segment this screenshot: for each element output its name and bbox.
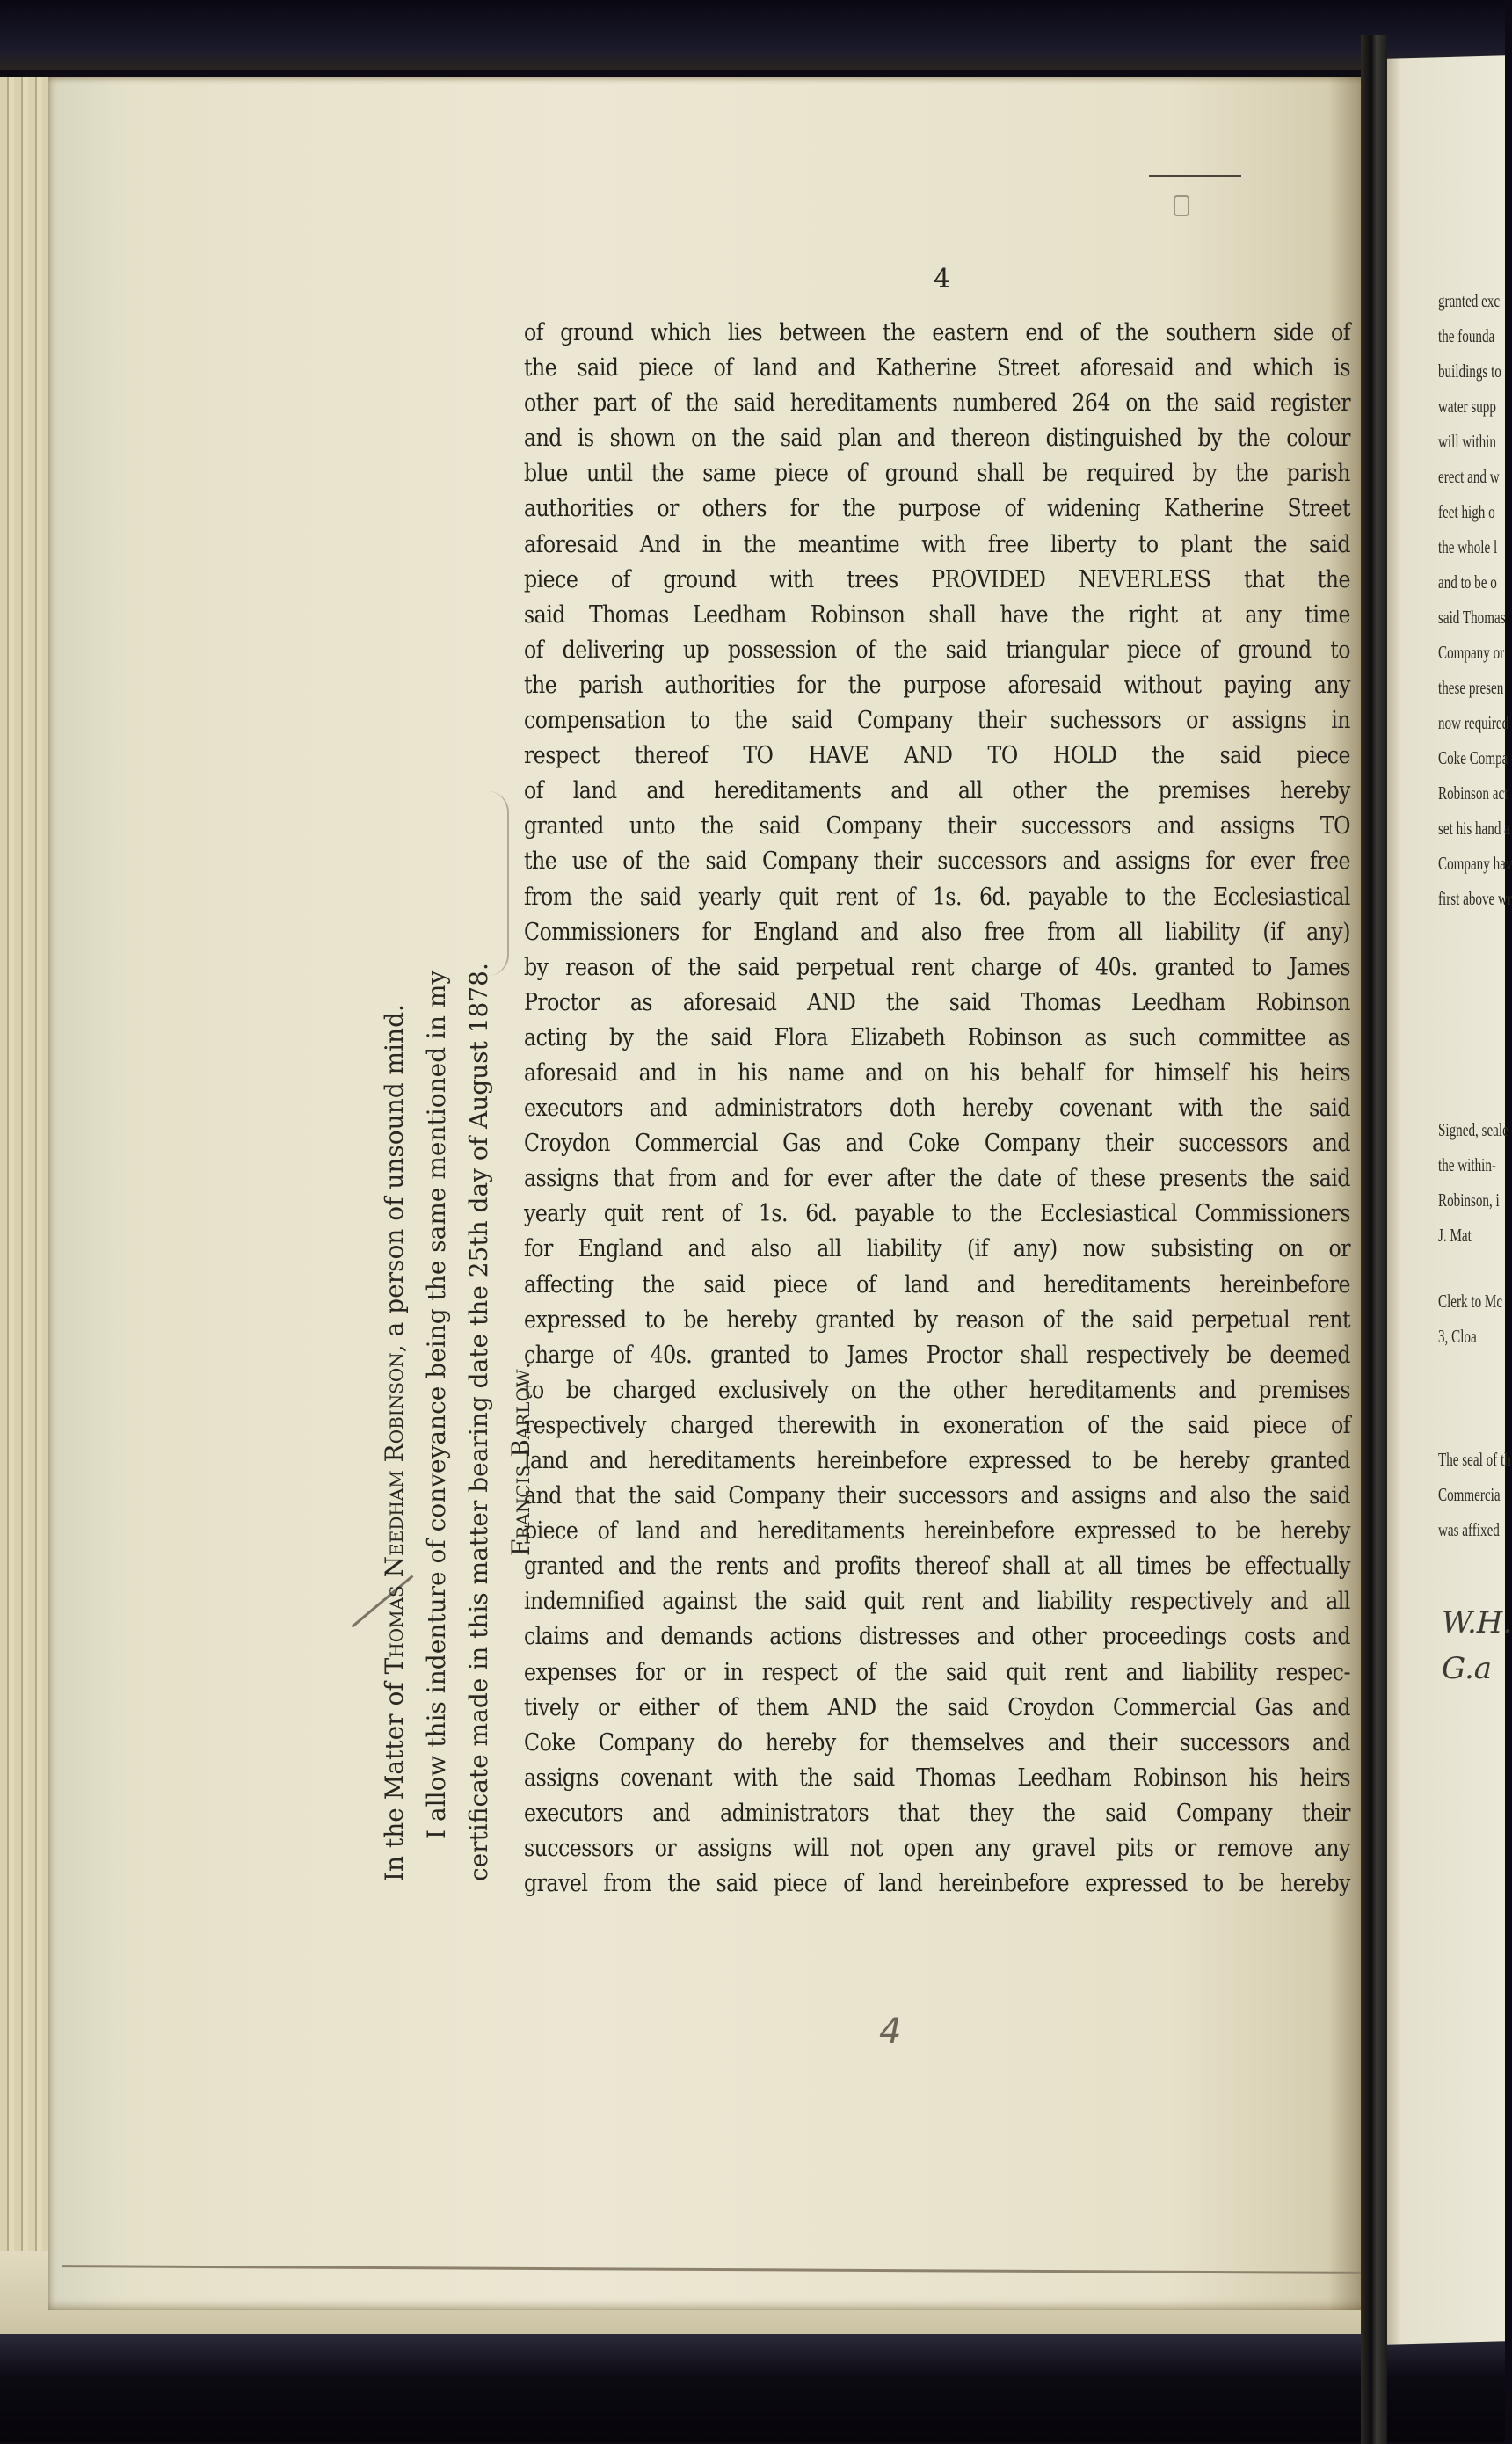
body-text-line: for England and also all liability (if any) now subsisting on or (524, 1234, 1350, 1263)
facing-text-line: granted exc (1438, 290, 1501, 311)
facing-text-line: water supp (1438, 396, 1496, 417)
body-text-line: respect thereof TO HAVE AND TO HOLD the said piece (524, 741, 1350, 770)
facing-text-line: will within (1438, 431, 1496, 452)
body-text-line: by reason of the said perpetual rent charge of 40s. granted to James (524, 952, 1350, 981)
body-text-line: blue until the same piece of ground shall be required by the parish (524, 459, 1350, 488)
pencil-rule-mark (1149, 175, 1241, 177)
pencil-mark (1174, 195, 1189, 216)
facing-text-line: set his hand a (1438, 818, 1510, 839)
body-text-line: and is shown on the said plan and thereon distinguished by the colour (524, 424, 1350, 453)
body-text-line: land and hereditaments hereinbefore expressed to be hereby granted (524, 1446, 1350, 1474)
facing-page-initials (1442, 1600, 1512, 1691)
body-text-line: other part of the said hereditaments numbered 264 on the said register (524, 389, 1350, 418)
body-text-line: to be charged exclusively on the other hereditaments and premises (524, 1375, 1350, 1404)
handwritten-page-number: 4 (879, 2011, 902, 2052)
facing-text-line: The seal of th (1438, 1449, 1511, 1470)
facing-text-line: first above wr (1438, 888, 1512, 909)
body-text-line: compensation to the said Company their suchessors or assigns in (524, 706, 1350, 735)
facing-text-line: and to be o (1438, 571, 1497, 593)
body-text-line: Commissioners for England and also free from all liability (if any) (524, 917, 1350, 946)
facing-text-line: Coke Compa (1438, 747, 1508, 768)
facing-text-line: these presen (1438, 677, 1504, 698)
margin-note-title: In the Matter of Thomas Needham Robinson, a person of unsound mind. (380, 1004, 409, 1881)
body-text-line: affecting the said piece of land and hereditaments hereinbefore (524, 1269, 1350, 1298)
facing-text-line: Company hav (1438, 853, 1512, 874)
body-text-line: granted and the rents and profits thereof shall at all times be effectually (524, 1552, 1350, 1581)
body-text-line: yearly quit rent of 1s. 6d. payable to the Ecclesiastical Commissioners (524, 1199, 1350, 1228)
facing-text-line: the within- (1438, 1154, 1496, 1175)
facing-page-text-top (1438, 283, 1512, 916)
body-text-line: piece of land and hereditaments hereinbefore expressed to be hereby (524, 1517, 1350, 1546)
body-text-line: the parish authorities for the purpose aforesaid without paying any (524, 670, 1350, 699)
body-text-line: executors and administrators that they the said Company their (524, 1798, 1350, 1827)
body-text-line: claims and demands actions distresses and other proceedings costs and (524, 1622, 1350, 1651)
body-text-line: charge of 40s. granted to James Proctor shall respectively be deemed (524, 1340, 1350, 1369)
handwritten-initials: W.H. (1442, 1605, 1512, 1640)
page-number: 4 (934, 264, 951, 295)
body-text-line: respectively charged therewith in exoneration of the said piece of (524, 1410, 1350, 1439)
facing-text-line: the founda (1438, 325, 1495, 346)
body-text-line: said Thomas Leedham Robinson shall have the right at any time (524, 600, 1350, 629)
body-text-line: executors and administrators doth hereby covenant with the said (524, 1094, 1350, 1123)
book-cover-bottom (0, 2334, 1505, 2442)
book-cover-top (0, 0, 1505, 70)
body-text-line: piece of ground with trees PROVIDED NEVERLESS that the (524, 564, 1350, 593)
deed-body-text (524, 315, 1350, 1901)
body-text-line: acting by the said Flora Elizabeth Robinson as such committee as (524, 1022, 1350, 1051)
facing-text-line: Commercia (1438, 1484, 1501, 1505)
body-text-line: from the said yearly quit rent of 1s. 6d. payable to the Ecclesiastical (524, 882, 1350, 911)
body-text-line: of land and hereditaments and all other the premises hereby (524, 776, 1350, 805)
body-text-line: of ground which lies between the eastern end of the southern side of (524, 318, 1350, 346)
body-text-line: the use of the said Company their successors and assigns for ever free (524, 847, 1350, 876)
facing-text-line: 3, Cloa (1438, 1326, 1477, 1347)
facing-text-line: Company or (1438, 642, 1505, 663)
body-text-line: the said piece of land and Katherine Street aforesaid and which is (524, 353, 1350, 382)
facing-text-line: said Thomas (1438, 607, 1506, 628)
body-text-line: authorities or others for the purpose of widening Katherine Street (524, 494, 1350, 523)
body-text-line: gravel from the said piece of land hereinbefore expressed to be hereby (524, 1869, 1350, 1898)
body-text-line: of delivering up possession of the said triangular piece of ground to (524, 635, 1350, 664)
body-text-line: indemnified against the said quit rent and liability respectively and all (524, 1587, 1350, 1616)
handwritten-initials: G.a (1442, 1651, 1493, 1686)
margin-certificate-note (374, 963, 542, 1881)
body-text-line: Croydon Commercial Gas and Coke Company their successors and (524, 1129, 1350, 1158)
body-text-line: tively or either of them AND the said Croydon Commercial Gas and (524, 1692, 1350, 1721)
facing-text-line: Signed, seale (1438, 1119, 1508, 1140)
body-text-line: aforesaid And in the meantime with free liberty to plant the said (524, 529, 1350, 558)
facing-page-seal (1438, 1442, 1511, 1547)
body-text-line: aforesaid and in his name and on his behalf for himself his heirs (524, 1058, 1350, 1087)
person-name: Thomas Needham Robinson (380, 1352, 409, 1675)
body-text-line: Coke Company do hereby for themselves and their successors and (524, 1728, 1350, 1757)
facing-page-attestation (1438, 1112, 1508, 1253)
pencil-bracket-mark (488, 791, 509, 976)
facing-text-line: Clerk to Mc (1438, 1291, 1503, 1312)
body-text-line: expressed to be hereby granted by reason of the said perpetual rent (524, 1305, 1350, 1334)
facing-page-clerk (1438, 1284, 1503, 1354)
body-text-line: Proctor as aforesaid AND the said Thomas Leedham Robinson (524, 987, 1350, 1016)
margin-note-certificate: certificate made in this matter bearing date the 25th day of August 1878. (464, 963, 493, 1881)
body-text-line: successors or assigns will not open any gravel pits or remove any (524, 1834, 1350, 1863)
facing-text-line: was affixed (1438, 1519, 1500, 1540)
facing-text-line: feet high o (1438, 501, 1495, 522)
margin-note-allowance: I allow this indenture of conveyance being the same mentioned in my (422, 970, 451, 1839)
body-text-line: assigns covenant with the said Thomas Leedham Robinson his heirs (524, 1763, 1350, 1792)
facing-text-line: buildings to (1438, 360, 1501, 382)
body-text-line: expenses for or in respect of the said quit rent and liability respec- (524, 1657, 1350, 1686)
facing-text-line: the whole l (1438, 536, 1498, 557)
facing-text-line: now required (1438, 712, 1509, 733)
book-gutter (1361, 35, 1387, 2444)
facing-text-line: erect and w (1438, 466, 1500, 487)
body-text-line: assigns that from and for ever after the date of these presents the said (524, 1164, 1350, 1193)
margin-note-signature: Francis Barlow. (506, 1361, 535, 1556)
facing-text-line: Robinson act (1438, 782, 1508, 804)
body-text-line: granted unto the said Company their successors and assigns TO (524, 811, 1350, 840)
facing-text-line: Robinson, i (1438, 1189, 1500, 1211)
facing-text-line: J. Mat (1438, 1225, 1472, 1246)
body-text-line: and that the said Company their successors and assigns and also the said (524, 1481, 1350, 1510)
